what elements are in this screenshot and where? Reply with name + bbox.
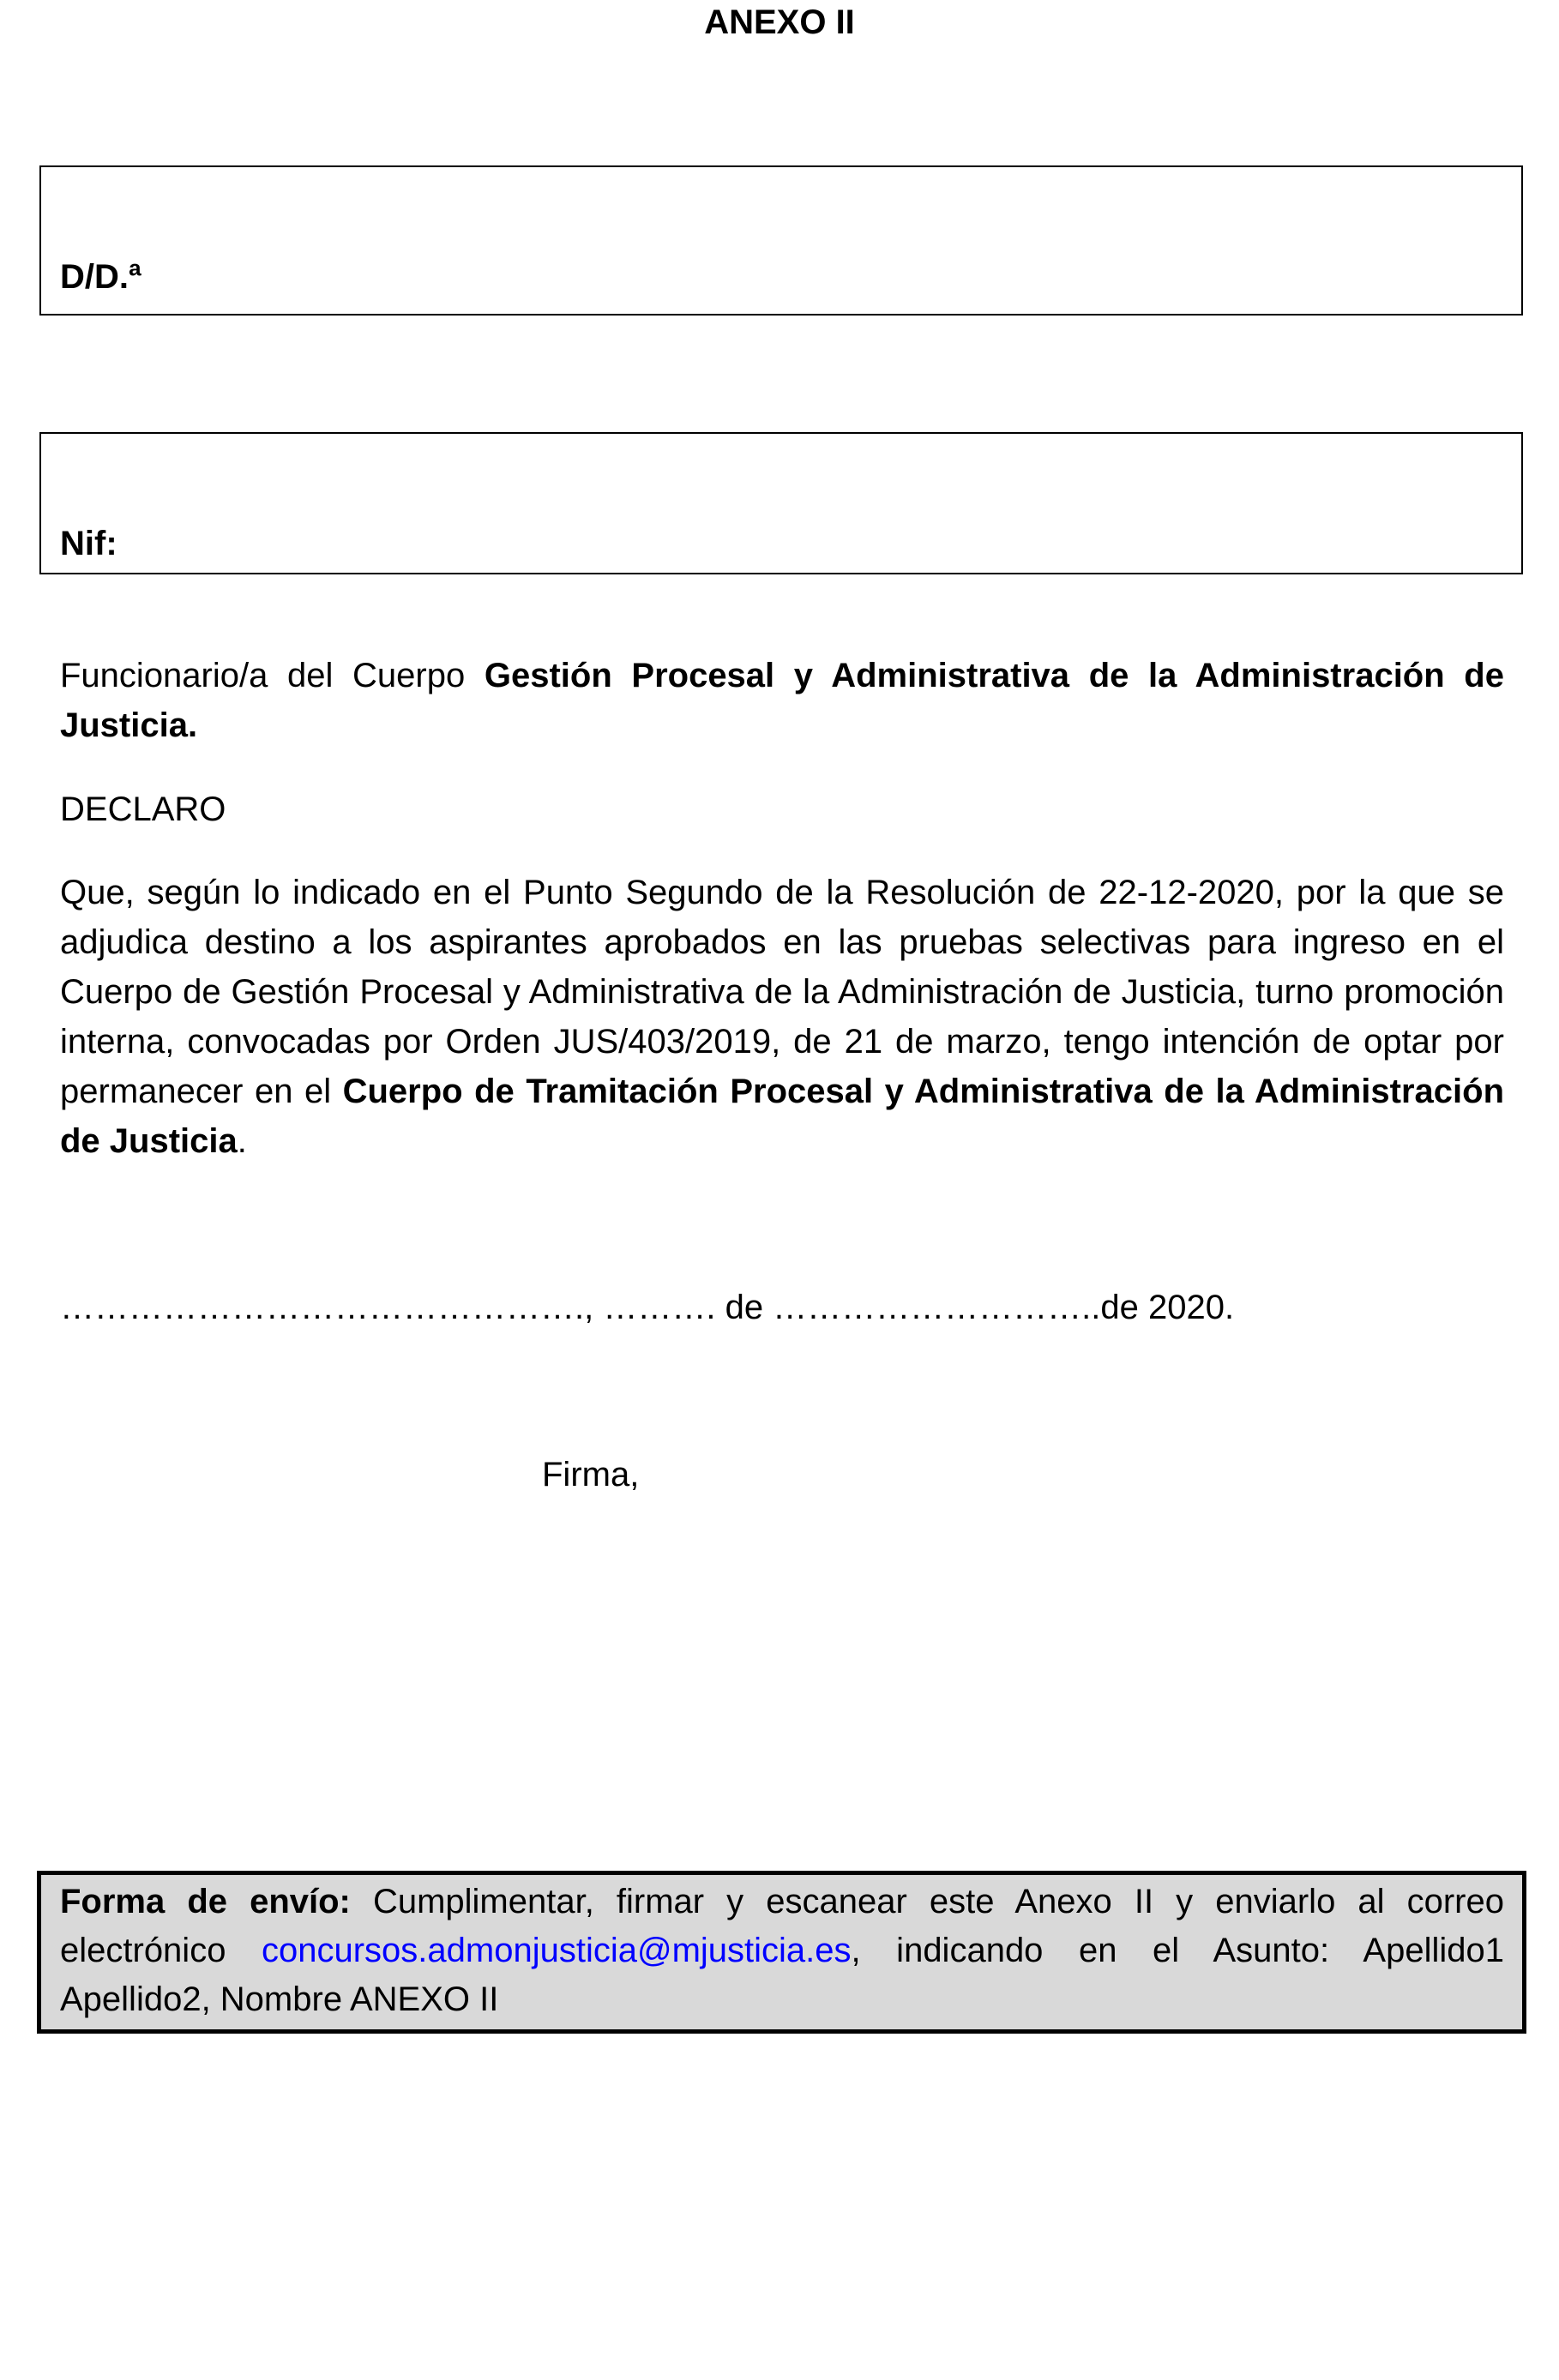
declaracion-text: Que, según lo indicado en el Punto Segundo de la Resolución de 22-12-2020, por la que se adjudica destino a los aspirantes aprobados en las pruebas selectivas para ingreso en el Cuerpo de Gestión Procesal y Administrativa de la Administración de Justicia, turno promoción interna, convocadas por Orden JUS/403/2019, de 21 de marzo, tengo intención de optar por permanecer en el — [60, 874, 1504, 1110]
envio-label: Forma de envío: — [60, 1883, 351, 1920]
nif-field-box[interactable] — [39, 432, 1523, 574]
declaracion-paragraph — [60, 868, 1504, 1166]
funcionario-prefix: Funcionario/a del Cuerpo — [60, 657, 485, 694]
envio-text-after: , indicando en el Asunto: Apellido1 Apellido2, Nombre ANEXO II — [60, 1932, 1504, 2018]
name-field-box[interactable] — [39, 165, 1523, 316]
funcionario-paragraph — [60, 651, 1504, 750]
envio-text-before: Cumplimentar, firmar y escanear este Anexo II y enviarlo al correo electrónico — [60, 1883, 1504, 1969]
declaracion-end: . — [237, 1122, 247, 1160]
signature-label: Firma, — [542, 1456, 640, 1494]
nif-field-label: Nif: — [60, 525, 117, 562]
document-title: ANEXO II — [704, 3, 855, 41]
declaracion-cuerpo: Cuerpo de Tramitación Procesal y Administrativa de la Administración de Justicia — [60, 1073, 1504, 1160]
name-field-label: D/D.ª — [60, 258, 141, 296]
email-link[interactable]: concursos.admonjusticia@mjusticia.es — [261, 1932, 852, 1969]
envio-paragraph — [60, 1878, 1504, 2024]
date-line: ………………………………………., ………. de ………………………..de 2020. — [60, 1289, 1235, 1326]
envio-box — [37, 1871, 1526, 2034]
declaro-heading: DECLARO — [60, 790, 226, 828]
funcionario-cuerpo: Gestión Procesal y Administrativa de la Administración de Justicia. — [60, 657, 1504, 744]
